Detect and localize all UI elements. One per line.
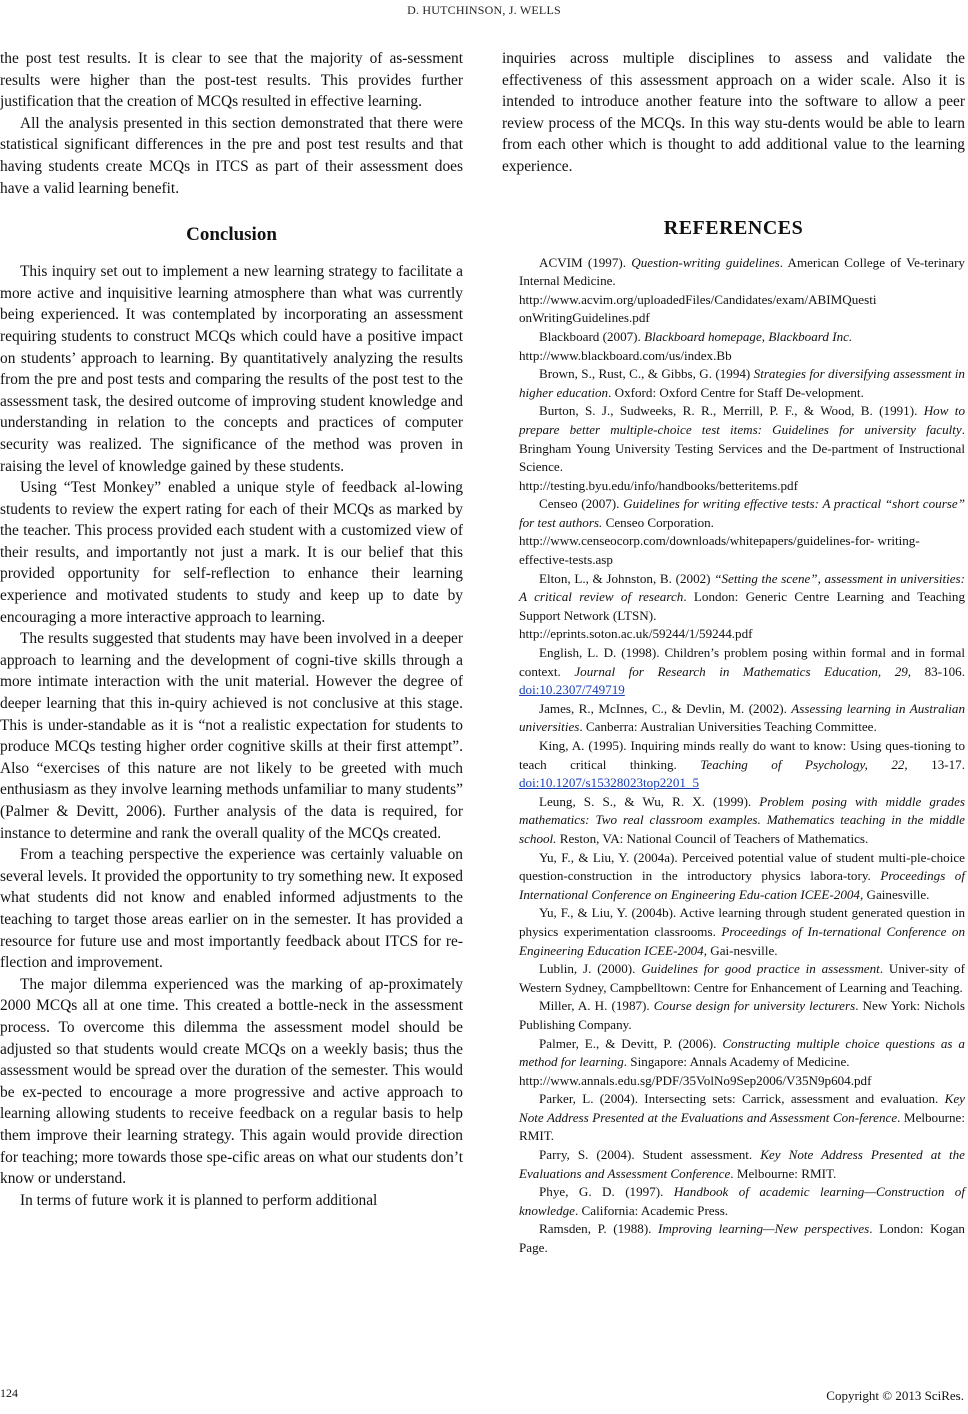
- reference-text: Miller, A. H. (1987).: [539, 998, 654, 1014]
- reference-text: . Singapore: Annals Academy of Medicine.: [623, 1054, 850, 1070]
- reference-entry: [502, 402, 965, 495]
- reference-entry: [502, 960, 965, 997]
- references-heading: REFERENCES: [663, 216, 804, 239]
- reference-entry: [502, 365, 965, 402]
- reference-url: http://www.censeocorp.com/downloads/whitepapers/guidelines-for- writing-effective-tests.asp: [519, 533, 920, 568]
- doi-link[interactable]: doi:10.2307/749719: [519, 682, 625, 698]
- reference-url: http://www.blackboard.com/us/index.Bb: [519, 347, 732, 363]
- reference-title: Course design for university lecturers: [653, 998, 856, 1014]
- reference-entry: [502, 328, 965, 365]
- reference-text: 13-17.: [907, 756, 965, 772]
- reference-entry: [502, 1035, 965, 1091]
- reference-text: . American College of Ve-terinary Internal Medicine.: [519, 254, 965, 289]
- body-paragraph: All the analysis presented in this section demonstrated that there were statistical significant differences in the pre and post test results and that having students create MCQs in ITCS as part of their assessment does have a valid learning benefit.: [0, 114, 463, 197]
- reference-text: Brown, S., Rust, C., & Gibbs, G. (1994): [539, 366, 754, 382]
- reference-title: Constructing multiple choice questions as a method for learning: [519, 1035, 965, 1070]
- reference-text: . California: Academic Press.: [575, 1202, 729, 1218]
- reference-entry: [502, 1090, 965, 1146]
- reference-entry: [502, 997, 965, 1034]
- reference-entry: [502, 644, 965, 700]
- reference-url: http://www.acvim.org/uploadedFiles/Candidates/exam/ABIMQuesti onWritingGuidelines.pdf: [519, 291, 877, 326]
- reference-text: Parker, L. (2004). Intersecting sets: Carrick, assessment and evaluation.: [539, 1091, 945, 1107]
- reference-text: James, R., McInnes, C., & Devlin, M. (2002).: [539, 700, 792, 716]
- reference-text: 83-106.: [911, 663, 965, 679]
- body-paragraph: From a teaching perspective the experience was certainly valuable on several levels. It provided the opportunity to try something new. It exposed what students did not know and enabled informed adjustments to the teaching to target those areas earlier on in the semester. It has provided a resource for future use and most importantly feedback about ITCS for re-flection and improvement.: [0, 846, 463, 972]
- reference-entry: [502, 793, 965, 849]
- reference-url: http://eprints.soton.ac.uk/59244/1/59244.pdf: [519, 626, 753, 642]
- reference-text: . Univer-sity of Western Sydney, Campbelltown: Centre for Enhancement of Learning and Teaching.: [519, 961, 966, 995]
- reference-entry: [502, 495, 965, 569]
- running-head: D. HUTCHINSON, J. WELLS: [407, 3, 561, 17]
- reference-title: Proceedings of In-ternational Conference on Engineering Education ICEE-2004: [519, 923, 966, 958]
- reference-entry: [502, 1220, 965, 1257]
- reference-text: , Gainesville.: [859, 886, 930, 902]
- reference-title: Teaching of Psychology, 22,: [700, 756, 908, 772]
- reference-title: Improving learning—New perspectives: [658, 1221, 870, 1237]
- doi-link[interactable]: doi:10.1207/s15328023top2201_5: [519, 775, 700, 791]
- reference-text: ACVIM (1997).: [539, 254, 632, 270]
- reference-entry: [502, 570, 965, 644]
- copyright-notice: Copyright © 2013 SciRes.: [826, 1388, 964, 1403]
- reference-title: How to prepare better multiple-choice test items: Guidelines for university faculty: [519, 403, 965, 437]
- reference-entry: [502, 1146, 965, 1183]
- reference-text: . London: Generic Centre Learning and Teaching Support Network (LTSN).: [519, 589, 965, 623]
- reference-text: Burton, S. J., Sudweeks, R. R., Merrill, P. F., & Wood, B. (1991).: [539, 403, 924, 419]
- reference-title: Problem posing with middle grades mathematics: Two real classroom examples. Mathematics teaching in the middle school.: [519, 793, 965, 846]
- left-column: [0, 48, 463, 1211]
- body-paragraph: Using “Test Monkey” enabled a unique style of feedback al-lowing students to review the expert rating for each of their MCQs as marked by the teacher. This process provided each student with a customized view of their results, and importantly not just a mark. It is our belief that this provided opportunity for self-reflection to enhance their learning experience and motivated students to study and keep up to date by encouraging a more interactive approach to learning.: [0, 479, 463, 626]
- reference-title: Guidelines for writing effective tests: A practical “short course” for test authors.: [519, 496, 965, 530]
- reference-text: King, A. (1995). Inquiring minds really do want to know: Using ques-tioning to teach critical thinking.: [519, 738, 965, 772]
- body-paragraph: the post test results. It is clear to see that the majority of as-sessment results were higher than the post-test results. This provides further justification that the creation of MCQs resulted in effective learning.: [0, 50, 463, 111]
- reference-entry: [502, 1183, 965, 1220]
- reference-text: Ramsden, P. (1988).: [539, 1221, 659, 1237]
- page-number: 124: [0, 1386, 18, 1400]
- reference-text: . Melbourne: RMIT.: [519, 1109, 966, 1144]
- reference-text: Lublin, J. (2000).: [539, 961, 642, 977]
- reference-text: . Melbourne: RMIT.: [730, 1165, 837, 1181]
- reference-title: Key Note Address Presented at the Evaluations and Assessment Con-ference: [519, 1091, 965, 1125]
- reference-text: Parry, S. (2004). Student assessment.: [539, 1147, 761, 1163]
- reference-title: Assessing learning in Australian universities: [519, 700, 965, 735]
- body-paragraph: inquiries across multiple disciplines to assess and validate the effectiveness of this assessment approach on a wider scale. Also it is intended to introduce another feature into the software to allow a peer review process of the MCQs. In this way stu-dents would be able to learn from each other which is thought to add additional value to the learning experience.: [502, 50, 965, 175]
- reference-entry: [502, 254, 965, 328]
- reference-title: Blackboard homepage, Blackboard Inc.: [644, 328, 853, 344]
- reference-text: Phye, G. D. (1997).: [539, 1184, 674, 1200]
- reference-text: Palmer, E., & Devitt, P. (2006).: [539, 1035, 723, 1051]
- reference-text: . Bringham Young University Testing Services and the De-partment of Instructional Science.: [519, 421, 965, 475]
- reference-entry: [502, 849, 965, 905]
- reference-text: English, L. D. (1998). Children’s problem posing within formal and in formal context.: [519, 645, 965, 679]
- reference-text: Elton, L., & Johnston, B. (2002): [539, 570, 715, 586]
- reference-url: http://www.annals.edu.sg/PDF/35VolNo9Sep2006/V35N9p604.pdf: [519, 1072, 872, 1088]
- reference-title: Handbook of academic learning—Construction of knowledge: [519, 1184, 965, 1218]
- reference-title: Question-writing guidelines: [631, 254, 780, 270]
- reference-text: . New York: Nichols Publishing Company.: [519, 998, 965, 1032]
- reference-title: Journal for Research in Mathematics Education, 29,: [574, 663, 912, 679]
- reference-title: Key Note Address Presented at the Evaluations and Assessment Conference: [519, 1147, 965, 1181]
- reference-url: http://testing.byu.edu/info/handbooks/betteritems.pdf: [519, 477, 798, 493]
- reference-text: Yu, F., & Liu, Y. (2004a). Perceived potential value of student multi-ple-choice question-construction in the introductory physics labora-tory.: [519, 849, 965, 884]
- body-paragraph: The results suggested that students may have been involved in a deeper approach to learning and the development of cogni-tive skills through a more intimate interaction with the unit material. However the degree of deeper learning that this in-quiry achieved is not conclusive at this stage. This is under-standable as it is “not a realistic expectation for students to produce MCQs testing higher order cognitive skills at their first attempt”. Also “exercises of this nature are not likely to be greeted with much enthusiasm as they involve learning methods unfamiliar to many students” (Palmer & Devitt, 2006). Further analysis of the data is required, for instance to determine and rank the overall quality of the MCQs created.: [0, 630, 463, 842]
- right-column: [502, 48, 965, 1258]
- reference-text: Censeo Corporation.: [602, 514, 714, 530]
- body-paragraph: The major dilemma experienced was the marking of ap-proximately 2000 MCQs all at one time. This created a bottle-neck in the assessment process. To overcome this dilemma the assessment model should be adjusted so that students would create MCQs on a weekly basis; thus the assessment would be spread over the duration of the semester. This would be ex-pected to encourage a more progressive and active approach to learning allowing students to receive feedback on a regular basis to help them improve their learning strategy. This again would provide direction for teaching; more towards those spe-cific areas on what our students don’t know or understand.: [0, 975, 463, 1188]
- reference-text: . Oxford: Oxford Centre for Staff De-velopment.: [608, 384, 864, 400]
- reference-entry: [502, 904, 965, 960]
- reference-text: Blackboard (2007).: [539, 328, 645, 344]
- reference-text: . Canberra: Australian Universities Teaching Committee.: [579, 719, 877, 735]
- reference-text: Leung, S. S., & Wu, R. X. (1999).: [539, 793, 760, 809]
- reference-title: Strategies for diversifying assessment in higher education: [519, 366, 965, 400]
- reference-entry: [502, 700, 965, 737]
- reference-entry: [502, 737, 965, 793]
- reference-text: , Gai-nesville.: [703, 942, 778, 958]
- reference-title: Guidelines for good practice in assessment: [641, 961, 880, 977]
- reference-title: “Setting the scene”, assessment in universities: A critical review of research: [519, 570, 966, 605]
- reference-text: Censeo (2007).: [539, 496, 624, 512]
- conclusion-heading: Conclusion: [186, 224, 277, 246]
- reference-text: Reston, VA: National Council of Teachers of Mathematics.: [556, 830, 869, 846]
- reference-title: Proceedings of International Conference on Engineering Edu-cation ICEE-2004: [519, 868, 965, 902]
- body-paragraph: This inquiry set out to implement a new learning strategy to facilitate a more active and inquisitive learning atmosphere than what was currently being experienced. It was contemplated by incorporating an assessment requiring students to construct MCQs which could have a positive impact on students’ approach to learning. By quantitatively analyzing the results from the pre and post tests and comparing the results of the post test to the assessment task, the desired outcome of improving student knowledge and understanding in relation to the concepts and practices of computer security was realized. The significance of the method was proven in raising the level of knowledge gained by these students.: [0, 263, 463, 475]
- reference-list: [502, 254, 965, 1258]
- reference-text: . London: Kogan Page.: [519, 1221, 965, 1256]
- reference-text: Yu, F., & Liu, Y. (2004b). Active learning through student generated question in physics experimentation classrooms.: [519, 905, 965, 939]
- body-paragraph: In terms of future work it is planned to perform additional: [20, 1191, 378, 1209]
